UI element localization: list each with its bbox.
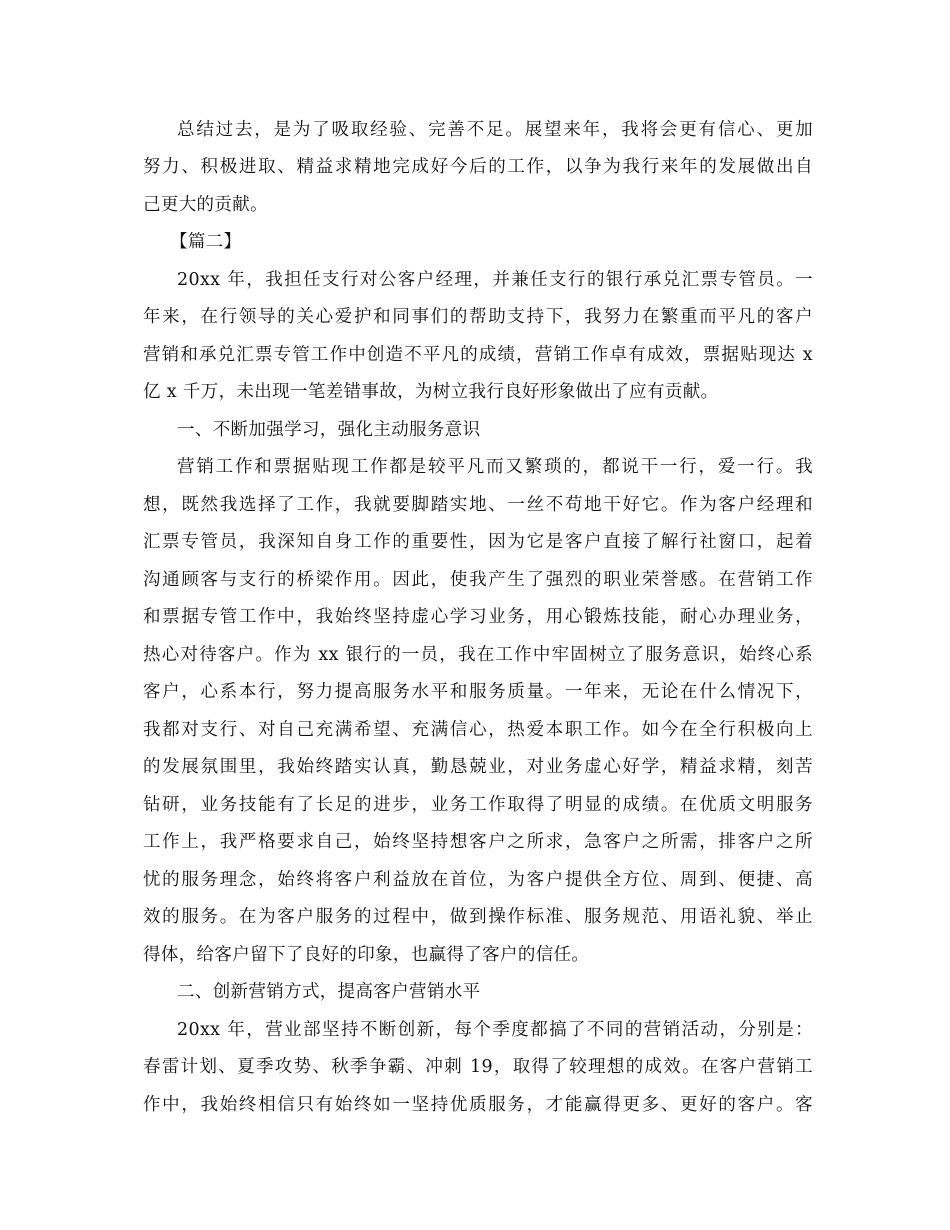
paragraph-line: 忧的服务理念，始终将客户利益放在首位，为客户提供全方位、周到、便捷、高 — [143, 870, 813, 890]
section-heading: 【篇二】 — [170, 232, 242, 252]
paragraph-line: 汇票专管员，我深知自身工作的重要性，因为它是客户直接了解行社窗口，起着 — [143, 532, 813, 552]
paragraph-line: 作中，我始终相信只有始终如一坚持优质服务，才能赢得更多、更好的客户。客 — [143, 1095, 813, 1115]
paragraph-line: 春雷计划、夏季攻势、秋季争霸、冲刺 19，取得了较理想的成效。在客户营销工 — [143, 1057, 813, 1077]
paragraph-line: 己更大的贡献。 — [143, 195, 268, 215]
paragraph-line: 效的服务。在为客户服务的过程中，做到操作标准、服务规范、用语礼貌、举止 — [143, 907, 813, 927]
paragraph-line: 热心对待客户。作为 xx 银行的一员，我在工作中牢固树立了服务意识，始终心系 — [143, 645, 813, 665]
paragraph-line: 亿 x 千万，未出现一笔差错事故，为树立我行良好形象做出了应有贡献。 — [143, 382, 719, 402]
paragraph-line: 年来，在行领导的关心爱护和同事们的帮助支持下，我努力在繁重而平凡的客户 — [143, 307, 813, 327]
paragraph-line: 想，既然我选择了工作，我就要脚踏实地、一丝不苟地干好它。作为客户经理和 — [143, 495, 813, 515]
subheading: 二、创新营销方式，提高客户营销水平 — [177, 982, 481, 1002]
subheading: 一、不断加强学习，强化主动服务意识 — [177, 420, 481, 440]
paragraph-line: 沟通顾客与支行的桥梁作用。因此，使我产生了强烈的职业荣誉感。在营销工作 — [143, 570, 813, 590]
paragraph-line: 营销和承兑汇票专管工作中创造不平凡的成绩，营销工作卓有成效，票据贴现达 x — [143, 345, 813, 365]
paragraph-line: 20xx 年，我担任支行对公客户经理，并兼任支行的银行承兑汇票专管员。一 — [177, 270, 813, 290]
paragraph-line: 客户，心系本行，努力提高服务水平和服务质量。一年来，无论在什么情况下， — [143, 682, 813, 702]
paragraph-line: 我都对支行、对自己充满希望、充满信心，热爱本职工作。如今在全行积极向上 — [143, 720, 813, 740]
paragraph-line: 和票据专管工作中，我始终坚持虚心学习业务，用心锻炼技能，耐心办理业务， — [143, 607, 813, 627]
paragraph-line: 总结过去，是为了吸取经验、完善不足。展望来年，我将会更有信心、更加 — [177, 120, 813, 140]
paragraph-line: 得体，给客户留下了良好的印象，也赢得了客户的信任。 — [143, 945, 590, 965]
paragraph-line: 营销工作和票据贴现工作都是较平凡而又繁琐的，都说干一行，爱一行。我 — [177, 457, 813, 477]
paragraph-line: 的发展氛围里，我始终踏实认真，勤恳兢业，对业务虚心好学，精益求精，刻苦 — [143, 757, 813, 777]
paragraph-line: 钻研，业务技能有了长足的进步，业务工作取得了明显的成绩。在优质文明服务 — [143, 795, 813, 815]
paragraph-line: 努力、积极进取、精益求精地完成好今后的工作，以争为我行来年的发展做出自 — [143, 157, 813, 177]
paragraph-line: 20xx 年，营业部坚持不断创新，每个季度都搞了不同的营销活动，分别是： — [177, 1020, 813, 1040]
paragraph-line: 工作上，我严格要求自己，始终坚持想客户之所求，急客户之所需，排客户之所 — [143, 832, 813, 852]
